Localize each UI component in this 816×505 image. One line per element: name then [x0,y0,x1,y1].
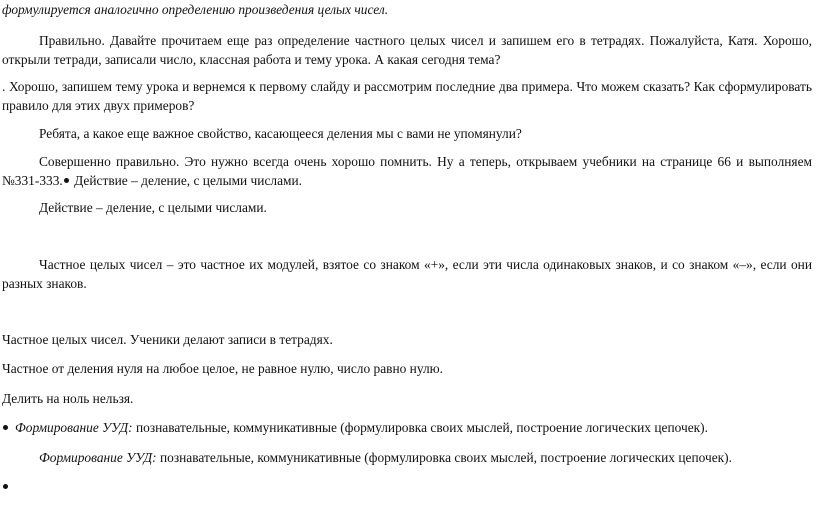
uud-text: познавательные, коммуникативные (формулировка своих мыслей, построение логических цепочек). [156,450,732,465]
action-division-inline: Действие – деление, с целыми числами. [70,173,303,188]
bullet-icon [64,178,69,183]
textbook-exercises-text: Совершенно правильно. Это нужно всегда очень хорошо помнить. Ну а теперь, открываем учебники на странице 66 и выполняем №331-333. [2,154,812,188]
paragraph-quotient-rule: Частное целых чисел – это частное их модулей, взятое со знаком «+», если эти числа одинаковых знаков, и со знаком «–», если они разных знаков. [2,257,812,291]
paragraph-zero-division: Частное от деления нуля на любое целое, не равное нулю, число равно нулю. [2,361,443,376]
paragraph-important-property-question: Ребята, а какое еще важное свойство, касающееся деления мы с вами не упомянули? [39,126,522,141]
uud-label: Формирование УУД: [39,450,157,465]
paragraph-write-topic: . Хорошо, запишем тему урока и вернемся к первому слайду и рассмотрим последние два примера. Что можем сказать? Как сформулировать правило для этих двух примеров? [2,79,812,113]
paragraph-empty-bullet [2,477,812,496]
paragraph-textbook-exercises [2,152,812,190]
paragraph-uud-bulleted [2,418,812,437]
bullet-icon [3,484,8,489]
paragraph-quotient-notes: Частное целых чисел. Ученики делают записи в тетрадях. [2,332,333,347]
uud-text: познавательные, коммуникативные (формулировка своих мыслей, построение логических цепочек). [132,420,708,435]
paragraph-uud-indented [2,448,812,467]
paragraph-no-divide-by-zero: Делить на ноль нельзя. [2,391,134,406]
bullet-icon [3,425,8,430]
paragraph-definition-note: формулируется аналогично определению произведения целых чисел. [2,2,389,17]
paragraph-action-division: Действие – деление, с целыми числами. [39,200,267,215]
uud-label: Формирование УУД: [15,420,133,435]
paragraph-correct-read-definition: Правильно. Давайте прочитаем еще раз определение частного целых чисел и запишем его в тетрадях. Пожалуйста, Катя. Хорошо, открыли тетради, записали число, классная работа и тему урока. А какая сегодня тема? [2,33,812,67]
